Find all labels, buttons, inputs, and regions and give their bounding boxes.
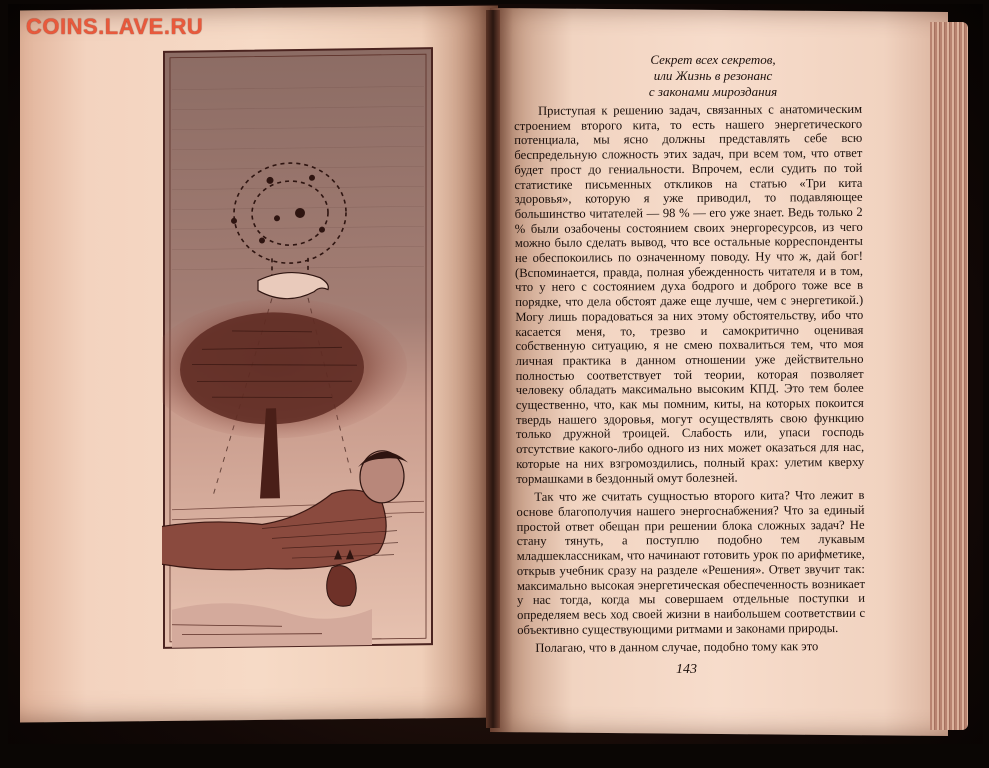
page-edges xyxy=(930,22,968,730)
running-head-line: Секрет всех секретов, xyxy=(650,52,776,67)
paragraph: Приступая к решению задач, связанных с анатомическим строением второго кита, то есть нашего энергетического потенциала, мы ясно должны представлять себе всю беспредельную сложность этих задач, при всем том, что ответ будет прост до гениальности. Впрочем, если судить по той статистике письменных откликов на статью «Три кита здоровья», которую я уже приводил, то подавляющее большинство читателей — 98 % — его уже знает. Ведь только 2 % были озабочены состоянием своих энергоресурсов, из чего можно было сделать вывод, что все остальные корреспонденты не обеспокоились по означенному поводу. Ну что ж, дай бог! (Вспоминается, правда, полная убежденность читателя и в том, что у него с состоянием духа бодрого и доброго тоже все в порядке, что дела обстоят даже еще лучше, чем с энергетикой.) Могу лишь порадоваться за них этому обстоятельству, ибо что касается меня, то, трезво и самокритично оценивая собственную ситуацию, я не смею похвалиться тем, что моя личная практика в данном отношении уже действительно полностью соответствует той теории, которая позволяет человеку обладать максимально высоким КПД. Это тем более существенно, что, как мы помним, киты, на которых покоится твердь нашего здоровья, могут осуществлять свою функцию только дружной троицей. Слабость или, упаси господь отсутствие какого-либо одного из них может оказаться для нас, которые на них взгромоздились, полный крах: улетим кверху тормашками в бездонный омут болезней. xyxy=(514,101,865,486)
tree-and-reclining-man-illustration xyxy=(162,46,434,650)
paragraph: Так что же считать сущностью второго кита? Что лежит в основе благополучия нашего энергоснабжения? Что за единый простой ответ обещан при решении блока сложных задач? Не стану тянуть, а поступлю подобно тем лукавым младшеклассникам, что начинают готовить урок по арифметике, открыв учебник сразу на разделе «Решения». Ответ звучит так: максимально высокая энергетическая обеспеченность возникает у нас тогда, когда мы совершаем отдельные поступки и определяем весь ход своей жизни в наибольшем соответствии с объективно существующими ритмами и законами природы. xyxy=(516,488,866,637)
body-text xyxy=(514,102,865,660)
book-spine xyxy=(486,10,500,728)
running-head-line: или Жизнь в резонанс xyxy=(653,68,773,83)
running-head xyxy=(630,52,796,100)
paragraph: Полагаю, что в данном случае, подобно тому как это xyxy=(535,639,819,656)
page-number: 143 xyxy=(676,662,697,677)
watermark-text: COINS.LAVE.RU xyxy=(26,14,204,39)
running-head-line: с законами мироздания xyxy=(648,84,778,99)
